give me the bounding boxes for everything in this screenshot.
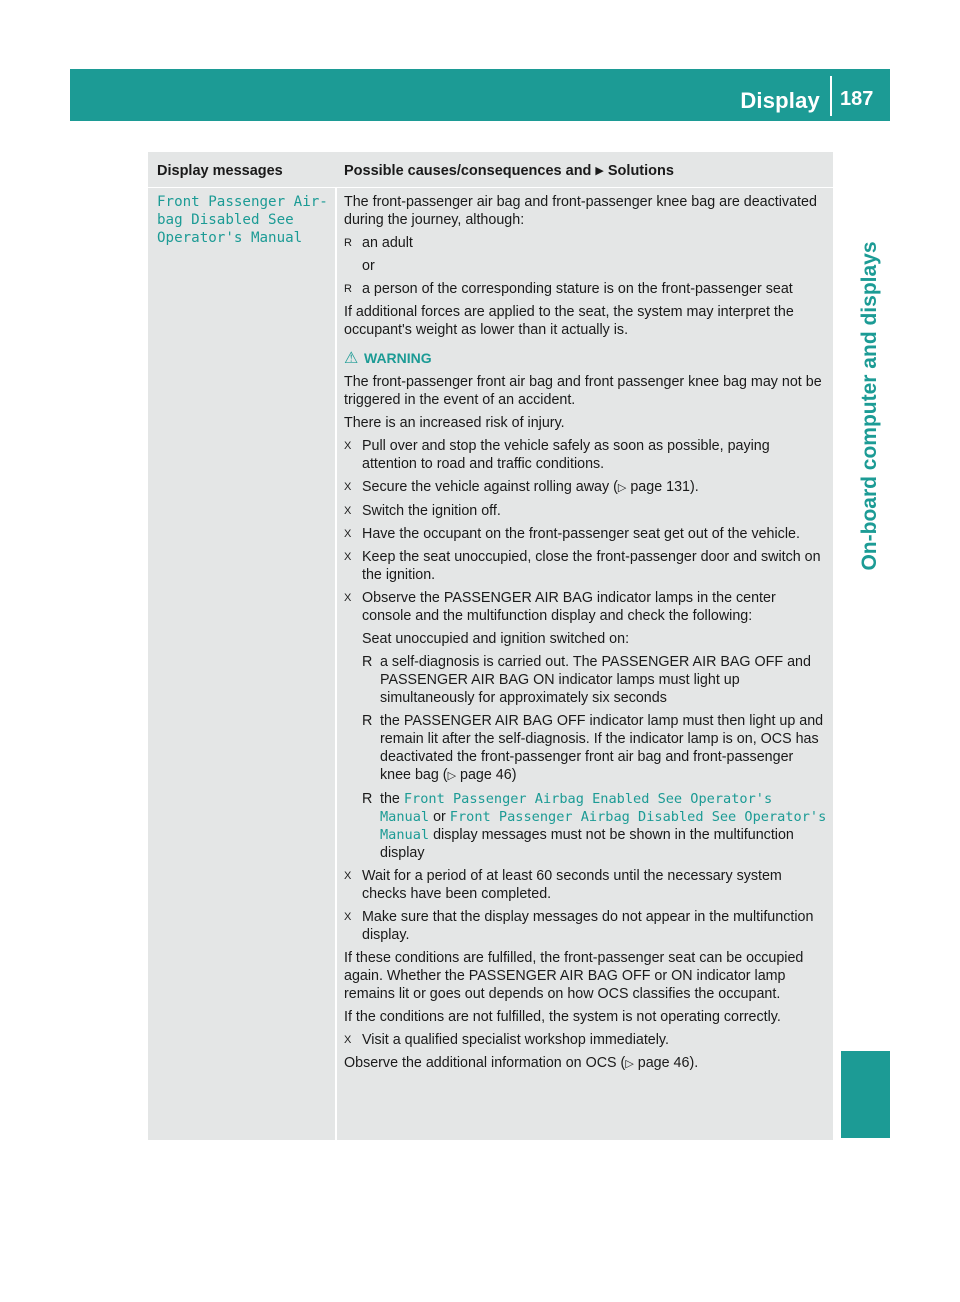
forces-text: If additional forces are applied to the seat, the system may interpret the occupant's weight as lower than it actually is.	[344, 304, 794, 338]
observe-text: Observe the additional information on OCS (▷ page 46).	[344, 1055, 699, 1071]
header-divider	[830, 76, 832, 116]
warning-heading: ⚠ WARNING	[344, 350, 432, 367]
action-icon: X	[344, 592, 352, 604]
action-arrow-icon: ▶	[595, 165, 604, 177]
display-message-cell	[157, 193, 332, 247]
action-icon: X	[344, 551, 352, 563]
action-icon: X	[344, 481, 352, 493]
action-icon: X	[344, 1034, 352, 1046]
list-item: R a person of the corresponding stature is on the front-passenger seat	[344, 281, 793, 297]
or-text: or	[362, 258, 375, 274]
page-number: 187	[840, 88, 874, 110]
seat-unoccupied-text: Seat unoccupied and ignition switched on:	[362, 631, 630, 647]
page-ref-icon: ▷	[617, 482, 627, 494]
action-step: X Have the occupant on the front-passenger seat get out of the vehicle.	[344, 526, 800, 542]
warning-text: The front-passenger front air bag and front passenger knee bag may not be triggered in the event of an accident.	[344, 374, 822, 408]
action-icon: X	[344, 870, 352, 882]
risk-text: There is an increased risk of injury.	[344, 415, 565, 431]
action-step: X Secure the vehicle against rolling away (▷ page 131).	[344, 479, 699, 495]
action-step: X Observe the PASSENGER AIR BAG indicator lamps in the center console and the multifunction display and check the following:	[344, 590, 776, 624]
column-divider	[335, 188, 337, 1140]
check-item: R a self-diagnosis is carried out. The PASSENGER AIR BAG OFF and PASSENGER AIR BAG ON indicator lamps must light up simultaneously for approximately six seconds	[362, 654, 811, 706]
action-step: X Wait for a period of at least 60 seconds until the necessary system checks have been completed.	[344, 868, 782, 902]
bullet-icon: R	[362, 713, 373, 729]
list-item: R an adult	[344, 235, 413, 251]
conditions-not-fulfilled-text: If the conditions are not fulfilled, the system is not operating correctly.	[344, 1009, 781, 1025]
bullet-icon: R	[362, 791, 373, 807]
page-ref-icon: ▷	[625, 1058, 634, 1070]
check-item: R the PASSENGER AIR BAG OFF indicator lamp must then light up and remain lit after the self-diagnosis. If the indicator lamp is on, OCS has deactivated the front-passenger front air bag and front-passenger knee bag (▷ page 46)	[362, 713, 824, 783]
page-ref-link[interactable]: page 46	[460, 767, 512, 783]
display-message-enabled: Front Passenger Airbag Enabled See Operator's Manual	[380, 791, 773, 825]
page-ref-link[interactable]: page 46	[637, 1055, 690, 1071]
page-ref-icon: ▷	[447, 770, 457, 782]
action-step: X Make sure that the display messages do not appear in the multifunction display.	[344, 909, 814, 943]
col-header-solutions: Solutions	[607, 163, 674, 179]
action-step: X Switch the ignition off.	[344, 503, 501, 519]
bullet-icon: R	[344, 237, 352, 249]
message-line: Front Passenger Air‐	[157, 194, 328, 210]
section-title-vertical: On-board computer and displays	[858, 241, 881, 571]
col-header-display-messages: Display messages	[157, 163, 283, 179]
display-message-disabled: Front Passenger Airbag Disabled See Operator's Manual	[380, 809, 827, 843]
col-header-causes-solutions	[344, 163, 674, 179]
action-step: X Pull over and stop the vehicle safely as soon as possible, paying attention to road and traffic conditions.	[344, 438, 770, 472]
message-line: Operator's Manual	[157, 230, 303, 246]
check-item: R the Front Passenger Airbag Enabled See Operator's Manual or Front Passenger Airbag Disabled See Operator's Manual display messages must not be shown in the multifunction display	[362, 791, 827, 861]
action-icon: X	[344, 505, 352, 517]
action-step: X Keep the seat unoccupied, close the front-passenger door and switch on the ignition.	[344, 549, 821, 583]
intro-text: The front-passenger air bag and front-passenger knee bag are deactivated during the journey, although:	[344, 194, 817, 228]
message-line: bag Disabled See	[157, 212, 294, 228]
bullet-icon: R	[344, 283, 352, 295]
col-header-text: Possible causes/consequences and	[344, 163, 592, 179]
conditions-fulfilled-text: If these conditions are fulfilled, the front-passenger seat can be occupied again. Whether the PASSENGER AIR BAG OFF or ON indicator lamp remains lit or goes out depends on how OCS classifies the occupant.	[344, 950, 804, 1002]
page-header-title: Display messages	[711, 88, 820, 139]
page-ref-link[interactable]: page 131	[630, 479, 690, 495]
side-marker-block	[841, 1051, 890, 1138]
action-icon: X	[344, 911, 352, 923]
warning-triangle-icon: ⚠	[344, 350, 359, 367]
bullet-icon: R	[362, 654, 373, 670]
action-step: X Visit a qualified specialist workshop immediately.	[344, 1032, 669, 1048]
action-icon: X	[344, 528, 352, 540]
action-icon: X	[344, 440, 352, 452]
solutions-cell	[344, 193, 828, 1078]
